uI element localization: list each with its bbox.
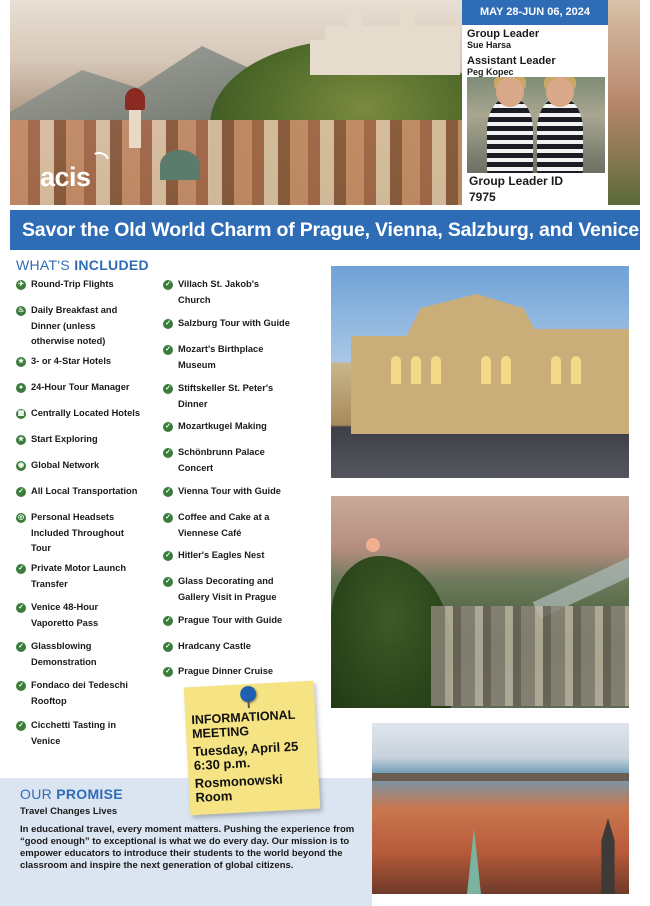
- included-item-label: Glass Decorating and Gallery Visit in Prague: [178, 576, 277, 602]
- included-item-label: Prague Tour with Guide: [178, 615, 283, 625]
- group-leader-name: Sue Harsa: [467, 40, 512, 50]
- included-item: [16, 678, 128, 709]
- window: [501, 356, 511, 384]
- included-item-label: Centrally Located Hotels: [31, 408, 141, 418]
- salzburg-photo: [331, 496, 629, 708]
- sunset: [366, 538, 380, 552]
- check-icon: ✓: [163, 487, 173, 497]
- charles-bridge: [372, 773, 629, 781]
- group-leader-label: Group Leader: [467, 28, 540, 40]
- included-item: [16, 718, 116, 749]
- included-item-label: Glassblowing Demonstration: [31, 641, 97, 667]
- included-item: [163, 316, 290, 332]
- leader-id-value: 7975: [469, 190, 496, 204]
- pushpin-needle: [247, 700, 249, 708]
- meeting-note: [184, 681, 321, 816]
- window: [431, 356, 441, 384]
- person-icon: ●: [16, 383, 26, 393]
- leader-figure: [537, 99, 583, 173]
- included-item: [16, 432, 98, 448]
- check-icon: ✓: [16, 681, 26, 691]
- check-icon: ✓: [16, 564, 26, 574]
- included-item: [16, 600, 98, 631]
- leader-figure: [487, 99, 533, 173]
- leaders-photo: [467, 77, 605, 173]
- included-item: [163, 613, 282, 629]
- promise-heading: OUR PROMISE: [20, 786, 123, 802]
- check-icon: ✓: [163, 280, 173, 290]
- check-icon: ✓: [16, 721, 26, 731]
- check-icon: ✓: [163, 422, 173, 432]
- promise-body: In educational travel, every moment matters. Pushing the experience from “good enough” to exceptional is what we do every day. Our mission is to empower educators to introduce their students to the world beyond the classroom and inspire the next generation of global citizens.: [20, 824, 355, 871]
- trip-dates: MAY 28-JUN 06, 2024: [462, 0, 608, 25]
- included-item-label: Daily Breakfast and Dinner (unless otherwise noted): [31, 305, 118, 346]
- check-icon: ✓: [163, 642, 173, 652]
- included-item: [163, 574, 277, 605]
- included-item: [16, 458, 99, 474]
- window: [411, 356, 421, 384]
- check-icon: ✓: [163, 616, 173, 626]
- included-item-label: Vienna Tour with Guide: [178, 486, 281, 496]
- included-item: [16, 354, 111, 370]
- included-item: [163, 419, 267, 435]
- included-item: [16, 561, 126, 592]
- check-icon: ✓: [163, 551, 173, 561]
- included-item: [163, 639, 251, 655]
- included-item: [16, 380, 130, 396]
- included-item: [163, 484, 281, 500]
- included-item: [163, 510, 269, 541]
- included-item-label: Private Motor Launch Transfer: [31, 563, 127, 589]
- fortress: [310, 5, 460, 75]
- included-item: [16, 406, 140, 422]
- meeting-time: Tuesday, April 25 6:30 p.m.: [192, 738, 299, 774]
- included-item: [163, 342, 263, 373]
- plane-icon: ✈: [16, 280, 26, 290]
- included-item-label: Venice 48-Hour Vaporetto Pass: [31, 602, 99, 628]
- included-item: [163, 445, 265, 476]
- window: [571, 356, 581, 384]
- assistant-leader-label: Assistant Leader: [467, 55, 556, 67]
- included-item-label: Mozart's Birthplace Museum: [178, 344, 264, 370]
- included-item-label: Personal Headsets Included Throughout Tour: [31, 512, 124, 553]
- leader-id-label: Group Leader ID: [469, 174, 564, 188]
- check-icon: ✓: [16, 487, 26, 497]
- assistant-leader-name: Peg Kopec: [467, 67, 514, 77]
- trip-title: Savor the Old World Charm of Prague, Vienna, Salzburg, and Venice: [10, 210, 640, 250]
- fork-knife-icon: ♨: [17, 307, 25, 314]
- promise-subtitle: Travel Changes Lives: [20, 806, 118, 817]
- acis-logo: acis: [40, 162, 91, 193]
- included-item-label: Hradcany Castle: [178, 641, 251, 651]
- green-dome: [160, 150, 200, 180]
- prague-photo: [372, 723, 629, 894]
- rooftops: [431, 606, 629, 706]
- included-heading: WHAT'S INCLUDED: [16, 257, 149, 273]
- included-item-label: Global Network: [31, 460, 100, 470]
- check-icon: ✓: [163, 448, 173, 458]
- check-icon: ✓: [163, 577, 173, 587]
- check-icon: ✓: [163, 384, 173, 394]
- included-item-label: 3- or 4-Star Hotels: [31, 356, 112, 366]
- spire: [467, 828, 481, 894]
- included-item: [16, 510, 124, 557]
- included-item-label: Salzburg Tour with Guide: [178, 318, 290, 328]
- included-item: [16, 303, 117, 350]
- included-item-label: Hitler's Eagles Nest: [178, 550, 265, 560]
- included-item-label: Villach St. Jakob's Church: [178, 279, 260, 305]
- window: [391, 356, 401, 384]
- hero-photo-edge: [608, 0, 640, 205]
- included-item: [16, 639, 97, 670]
- included-item-label: Schönbrunn Palace Concert: [178, 447, 265, 473]
- included-item: [163, 277, 259, 308]
- meeting-heading: INFORMATIONAL MEETING: [191, 707, 296, 742]
- included-item: [163, 664, 273, 680]
- included-item: [163, 548, 264, 564]
- included-item-label: All Local Transportation: [31, 486, 138, 496]
- church-dome: [125, 88, 145, 110]
- included-item-label: Round-Trip Flights: [31, 279, 114, 289]
- included-item-label: Coffee and Cake at a Viennese Café: [178, 512, 270, 538]
- check-icon: ✓: [163, 513, 173, 523]
- pin-icon: ◉: [17, 462, 25, 469]
- vienna-opera-photo: [331, 266, 629, 478]
- star-icon: ★: [17, 358, 25, 365]
- meeting-location: Rosmonowski Room: [194, 771, 284, 806]
- included-item-label: Stiftskeller St. Peter's Dinner: [178, 383, 274, 409]
- check-icon: ✓: [163, 667, 173, 677]
- included-item-label: Prague Dinner Cruise: [178, 666, 274, 676]
- included-item-label: 24-Hour Tour Manager: [31, 382, 130, 392]
- check-icon: ✓: [163, 319, 173, 329]
- included-item: [16, 277, 114, 293]
- trip-info-box: [462, 0, 608, 206]
- star-icon: ★: [17, 436, 25, 443]
- included-item-label: Mozartkugel Making: [178, 421, 267, 431]
- included-item-label: Cicchetti Tasting in Venice: [31, 720, 117, 746]
- bridge-tower: [597, 818, 619, 894]
- headset-icon: ◎: [17, 514, 25, 521]
- window: [481, 356, 491, 384]
- included-item-label: Start Exploring: [31, 434, 98, 444]
- window: [551, 356, 561, 384]
- check-icon: ✓: [16, 642, 26, 652]
- check-icon: ✓: [16, 603, 26, 613]
- included-item: [16, 484, 137, 500]
- included-item-label: Fondaco dei Tedeschi Rooftop: [31, 680, 128, 706]
- building-icon: ▦: [17, 410, 25, 417]
- included-item: [163, 381, 273, 412]
- check-icon: ✓: [163, 345, 173, 355]
